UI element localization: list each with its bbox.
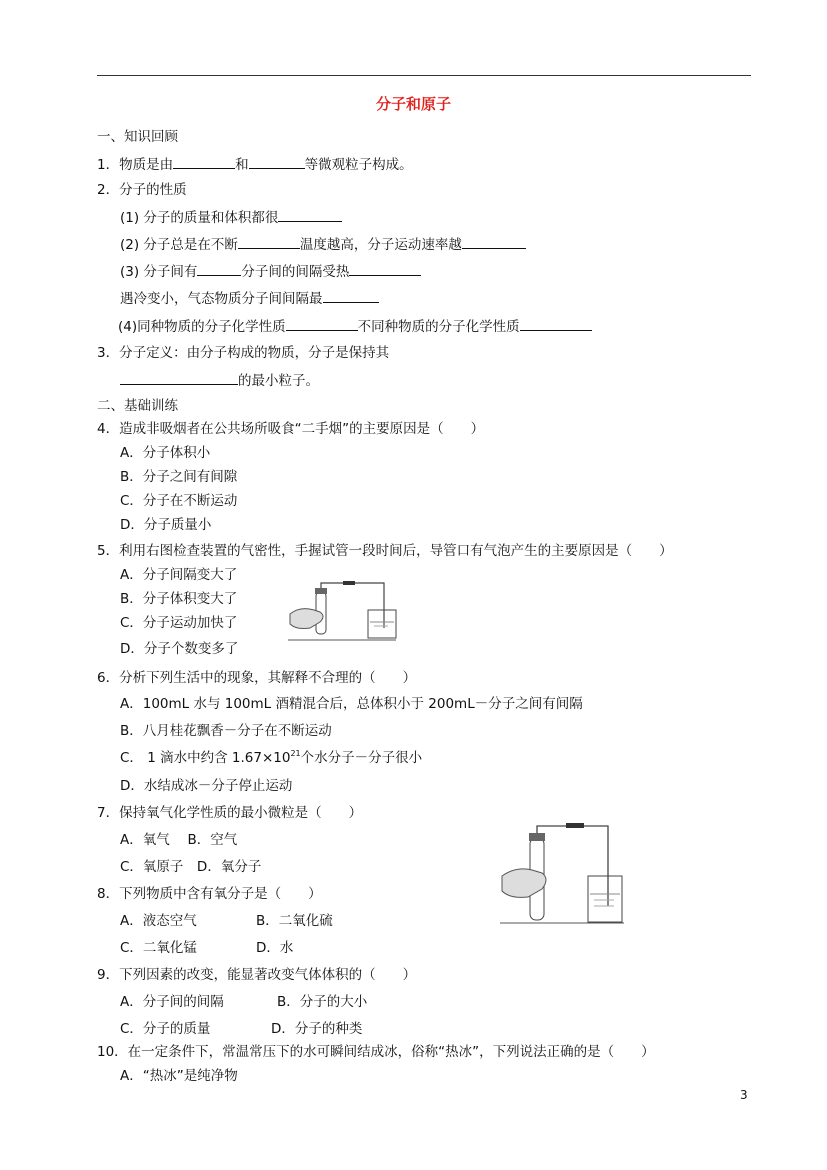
question-4-option-a: A．分子体积小 (120, 445, 211, 461)
question-5-option-d: D．分子个数变多了 (120, 641, 239, 657)
question-8-option-a: A．液态空气 (120, 913, 197, 929)
question-5-stem: 5．利用右图检查装置的气密性，手握试管一段时间后，导管口有气泡产生的主要原因是（ ） (97, 543, 673, 559)
question-3: 3．分子定义：由分子构成的物质，分子是保持其 (97, 345, 390, 361)
question-6-option-c: C． 1 滴水中约含 $1.67\times 10^{21}$个水分子－分子很小 (120, 749, 423, 766)
question-9-option-d: D．分子的种类 (271, 1021, 363, 1037)
question-2-item-4: (4)同种物质的分子化学性质 不同种物质的分子化学性质 (118, 318, 592, 335)
question-9-stem: 9．下列因素的改变，能显著改变气体体积的（ ） (97, 967, 417, 983)
apparatus-figure-small (288, 580, 398, 642)
question-9-option-b: B．分子的大小 (277, 994, 368, 1010)
question-6-option-b: B．八月桂花飘香－分子在不断运动 (120, 723, 332, 739)
question-4-option-d: D．分子质量小 (120, 517, 212, 533)
question-1: 1．物质是由 和 等微观粒子构成。 (97, 157, 413, 173)
question-10-option-a: A．“热冰”是纯净物 (120, 1068, 238, 1084)
question-7-stem: 7．保持氧气化学性质的最小微粒是（ ） (97, 805, 363, 821)
question-6-option-a: A．100mL 水与 100mL 酒精混合后，总体积小于 200mL－分子之间有间隔 (120, 696, 583, 712)
page-title: 分子和原子 (375, 95, 451, 113)
question-9-option-c: C．分子的质量 (120, 1021, 211, 1037)
section-heading-1: 一、知识回顾 (97, 129, 178, 145)
header-rule (97, 75, 751, 76)
question-8-option-d: D．水 (256, 940, 294, 956)
question-7-options-cd: C．氧原子 D．氧分子 (120, 859, 262, 875)
question-4-option-c: C．分子在不断运动 (120, 493, 238, 509)
question-2-item-2: (2) 分子总是在不断 温度越高，分子运动速率越 (120, 236, 526, 253)
question-6-option-d: D．水结成冰－分子停止运动 (120, 778, 293, 794)
question-8-stem: 8．下列物质中含有氧分子是（ ） (97, 886, 322, 902)
question-5-option-a: A．分子间隔变大了 (120, 567, 238, 583)
question-10-stem: 10．在一定条件下，常温常压下的水可瞬间结成冰，俗称“热冰”，下列说法正确的是（ ） (97, 1044, 655, 1060)
question-4-stem: 4．造成非吸烟者在公共场所吸食“二手烟”的主要原因是（ ） (97, 421, 485, 437)
section-heading-2: 二、基础训练 (97, 398, 178, 414)
question-2-item-3-cont: 遇冷变小，气态物质分子间间隔最 (120, 290, 379, 307)
question-2-heading: 2．分子的性质 (97, 182, 187, 198)
page-number: 3 (740, 1088, 748, 1102)
question-8-option-b: B．二氧化硫 (256, 913, 333, 929)
question-2-item-1: (1) 分子的质量和体积都很 (120, 209, 342, 226)
question-4-option-b: B．分子之间有间隙 (120, 469, 238, 485)
question-9-option-a: A．分子间的间隔 (120, 994, 224, 1010)
question-5-option-b: B．分子体积变大了 (120, 591, 238, 607)
question-8-option-c: C．二氧化锰 (120, 940, 197, 956)
question-5-option-c: C．分子运动加快了 (120, 615, 238, 631)
apparatus-figure-large (500, 822, 625, 926)
question-7-options-ab: A．氧气 B．空气 (120, 832, 238, 848)
question-6-stem: 6．分析下列生活中的现象，其解释不合理的（ ） (97, 670, 417, 686)
question-2-item-3: (3) 分子间有 分子间的间隔受热 (120, 263, 421, 280)
question-3-cont: 的最小粒子。 (120, 372, 319, 389)
